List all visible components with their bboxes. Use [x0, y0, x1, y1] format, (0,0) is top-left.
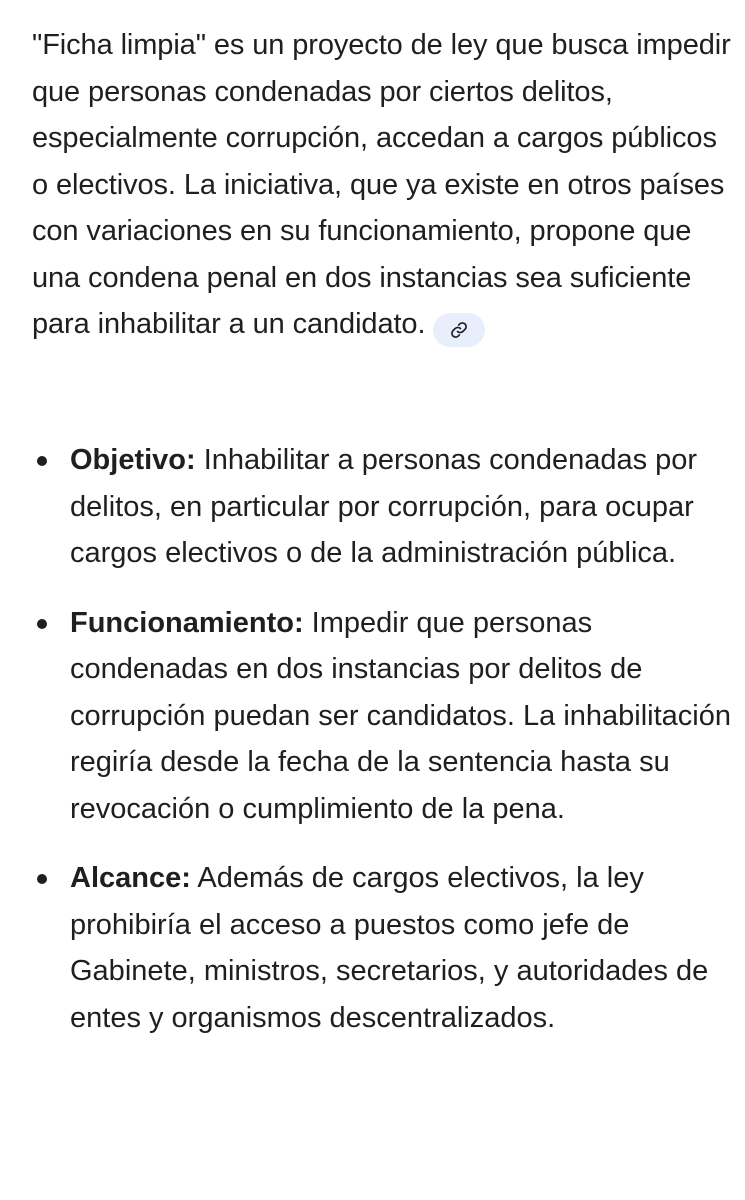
bullet-icon — [37, 456, 47, 466]
bullet-term: Objetivo: — [70, 444, 196, 476]
bullet-text: Además de cargos electivos, la ley prohibiría el acceso a puestos como jefe de Gabinete, ministros, secretarios, y autoridades de entes y organismos descentralizados. — [70, 862, 709, 1034]
bullet-icon — [37, 874, 47, 884]
bullet-list — [32, 437, 732, 1064]
bullet-term: Funcionamiento: — [70, 606, 304, 639]
source-link-chip[interactable] — [433, 313, 485, 347]
list-item — [32, 855, 732, 1041]
link-icon — [450, 321, 468, 339]
bullet-icon — [37, 619, 47, 629]
answer-content — [32, 22, 732, 348]
bullet-text: Impedir que personas condenadas en dos instancias por delitos de corrupción puedan ser candidatos. La inhabilitación regiría desde la fecha de la sentencia hasta su revocación o cumplimiento de la pena. — [70, 606, 731, 825]
intro-paragraph — [32, 22, 732, 348]
list-item — [32, 600, 732, 833]
bullet-term: Alcance: — [70, 862, 191, 894]
intro-text: "Ficha limpia" es un proyecto de ley que busca impedir que personas condenadas por ciertos delitos, especialmente corrupción, accedan a cargos públicos o electivos. La iniciativa, que ya existe en otros países con variaciones en su funcionamiento, propone que una condena penal en dos instancias sea suficiente para inhabilitar a un candidato. — [32, 29, 731, 340]
bullet-text: Inhabilitar a personas condenadas por delitos, en particular por corrupción, para ocupar cargos electivos o de la administración pública. — [70, 444, 698, 569]
list-item — [32, 437, 732, 577]
